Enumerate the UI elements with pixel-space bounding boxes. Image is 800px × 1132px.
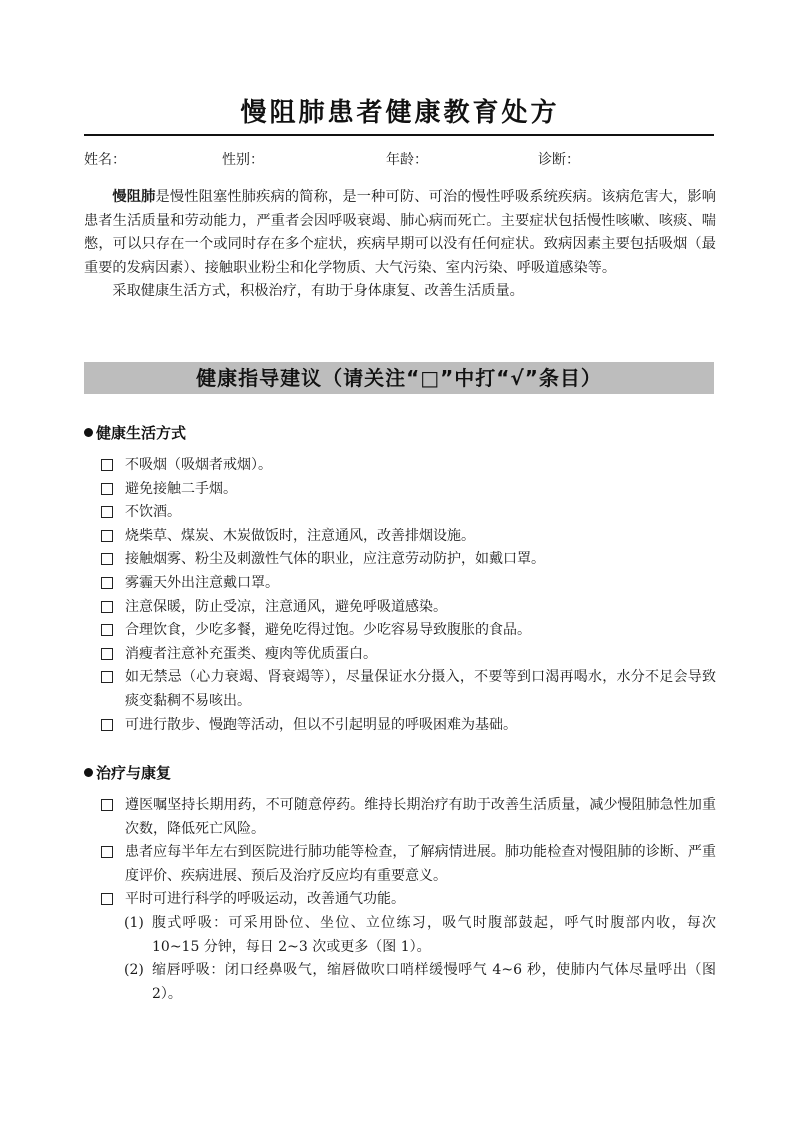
treatment-checklist xyxy=(100,794,716,912)
lifestyle-checklist xyxy=(100,454,716,737)
checklist-item-text: 消瘦者注意补充蛋类、瘦肉等优质蛋白。 xyxy=(125,645,377,662)
name-label: 姓名： xyxy=(84,152,126,168)
breathing-exercise-list xyxy=(124,912,716,1006)
title-divider xyxy=(84,134,714,136)
intro-term: 慢阻肺 xyxy=(112,189,156,205)
checkbox[interactable] xyxy=(101,846,113,858)
checkbox[interactable] xyxy=(101,671,113,683)
checklist-item-text: 避免接触二手烟。 xyxy=(125,480,237,497)
section-heading-text: 健康生活方式 xyxy=(96,424,187,442)
checklist-item-text: 如无禁忌（心力衰竭、肾衰竭等），尽量保证水分摄入，不要等到口渴再喝水，水分不足会导致痰变黏稠不易咳出。 xyxy=(125,669,716,709)
checklist-item-text: 烧柴草、煤炭、木炭做饭时，注意通风，改善排烟设施。 xyxy=(125,527,475,544)
checklist-item-text: 可进行散步、慢跑等活动，但以不引起明显的呼吸困难为基础。 xyxy=(125,716,517,733)
section-heading-lifestyle xyxy=(84,422,186,443)
intro-paragraph-text: 是慢性阻塞性肺疾病的简称，是一种可防、可治的慢性呼吸系统疾病。该病危害大，影响患者生活质量和劳动能力，严重者会因呼吸衰竭、肺心病而死亡。主要症状包括慢性咳嗽、咳痰、喘憋，可以只存在一个或同时存在多个症状，疾病早期可以没有任何症状。致病因素主要包括吸烟（最重要的发病因素）、接触职业粉尘和化学物质、大气污染、室内污染、呼吸道感染等。 xyxy=(84,189,716,276)
checklist-item xyxy=(100,572,716,596)
checkbox[interactable] xyxy=(101,799,113,811)
guide-banner: 健康指导建议（请关注“□”中打“√”条目） xyxy=(84,362,714,394)
section-heading-text: 治疗与康复 xyxy=(96,764,172,782)
checklist-item xyxy=(100,548,716,572)
checklist-item xyxy=(100,794,716,841)
intro-paragraph-2: 采取健康生活方式，积极治疗，有助于身体康复、改善生活质量。 xyxy=(112,283,524,299)
checkbox[interactable] xyxy=(101,577,113,589)
checklist-item xyxy=(100,841,716,888)
checklist-item xyxy=(100,478,716,502)
exercise-text: 腹式呼吸：可采用卧位、坐位、立位练习，吸气时腹部鼓起，呼气时腹部内收，每次10~15 分钟，每日 2~3 次或更多（图 1）。 xyxy=(152,915,716,955)
checklist-item-text: 雾霾天外出注意戴口罩。 xyxy=(125,574,279,591)
checklist-item xyxy=(100,525,716,549)
exercise-text: 缩唇呼吸：闭口经鼻吸气，缩唇做吹口哨样缓慢呼气 4~6 秒，使肺内气体尽量呼出（图 2）。 xyxy=(152,962,716,1002)
age-label: 年龄： xyxy=(386,152,428,168)
checklist-item xyxy=(100,888,716,912)
checkbox[interactable] xyxy=(101,459,113,471)
checkbox[interactable] xyxy=(101,648,113,660)
exercise-item xyxy=(124,912,716,959)
checklist-item-text: 遵医嘱坚持长期用药，不可随意停药。维持长期治疗有助于改善生活质量，减少慢阻肺急性加重次数，降低死亡风险。 xyxy=(125,797,716,837)
checklist-item-text: 平时可进行科学的呼吸运动，改善通气功能。 xyxy=(125,891,405,908)
checkbox[interactable] xyxy=(101,624,113,636)
checklist-item-text: 注意保暖，防止受凉，注意通风，避免呼吸道感染。 xyxy=(125,598,447,615)
section-heading-treatment xyxy=(84,762,171,783)
checklist-item-text: 不吸烟（吸烟者戒烟）。 xyxy=(125,457,272,473)
checklist-item-text: 患者应每半年左右到医院进行肺功能等检查，了解病情进展。肺功能检查对慢阻肺的诊断、严重度评价、疾病进展、预后及治疗反应均有重要意义。 xyxy=(125,844,716,884)
intro-paragraph xyxy=(84,186,716,280)
checklist-item xyxy=(100,501,716,525)
exercise-number: (1) xyxy=(124,915,144,931)
checklist-item-text: 接触烟雾、粉尘及刺激性气体的职业，应注意劳动防护，如戴口罩。 xyxy=(125,551,545,568)
exercise-item xyxy=(124,959,716,1006)
checklist-item xyxy=(100,666,716,713)
checkbox[interactable] xyxy=(101,893,113,905)
bullet-icon xyxy=(84,428,93,437)
checkbox[interactable] xyxy=(101,601,113,613)
checklist-item xyxy=(100,454,716,478)
checklist-item xyxy=(100,596,716,620)
checkbox[interactable] xyxy=(101,530,113,542)
checkbox[interactable] xyxy=(101,553,113,565)
checklist-item-text: 合理饮食，少吃多餐，避免吃得过饱。少吃容易导致腹胀的食品。 xyxy=(125,622,531,639)
checklist-item xyxy=(100,619,716,643)
checkbox[interactable] xyxy=(101,483,113,495)
exercise-number: (2) xyxy=(124,962,144,979)
gender-label: 性别： xyxy=(222,152,264,168)
intro-text xyxy=(84,186,716,304)
bullet-icon xyxy=(84,768,93,777)
checklist-item xyxy=(100,714,716,738)
checkbox[interactable] xyxy=(101,719,113,731)
diagnosis-label: 诊断： xyxy=(538,152,580,168)
checklist-item xyxy=(100,643,716,667)
page-title: 慢阻肺患者健康教育处方 xyxy=(240,98,560,128)
checklist-item-text: 不饮酒。 xyxy=(125,504,181,521)
patient-info-row xyxy=(84,149,714,171)
checkbox[interactable] xyxy=(101,506,113,518)
